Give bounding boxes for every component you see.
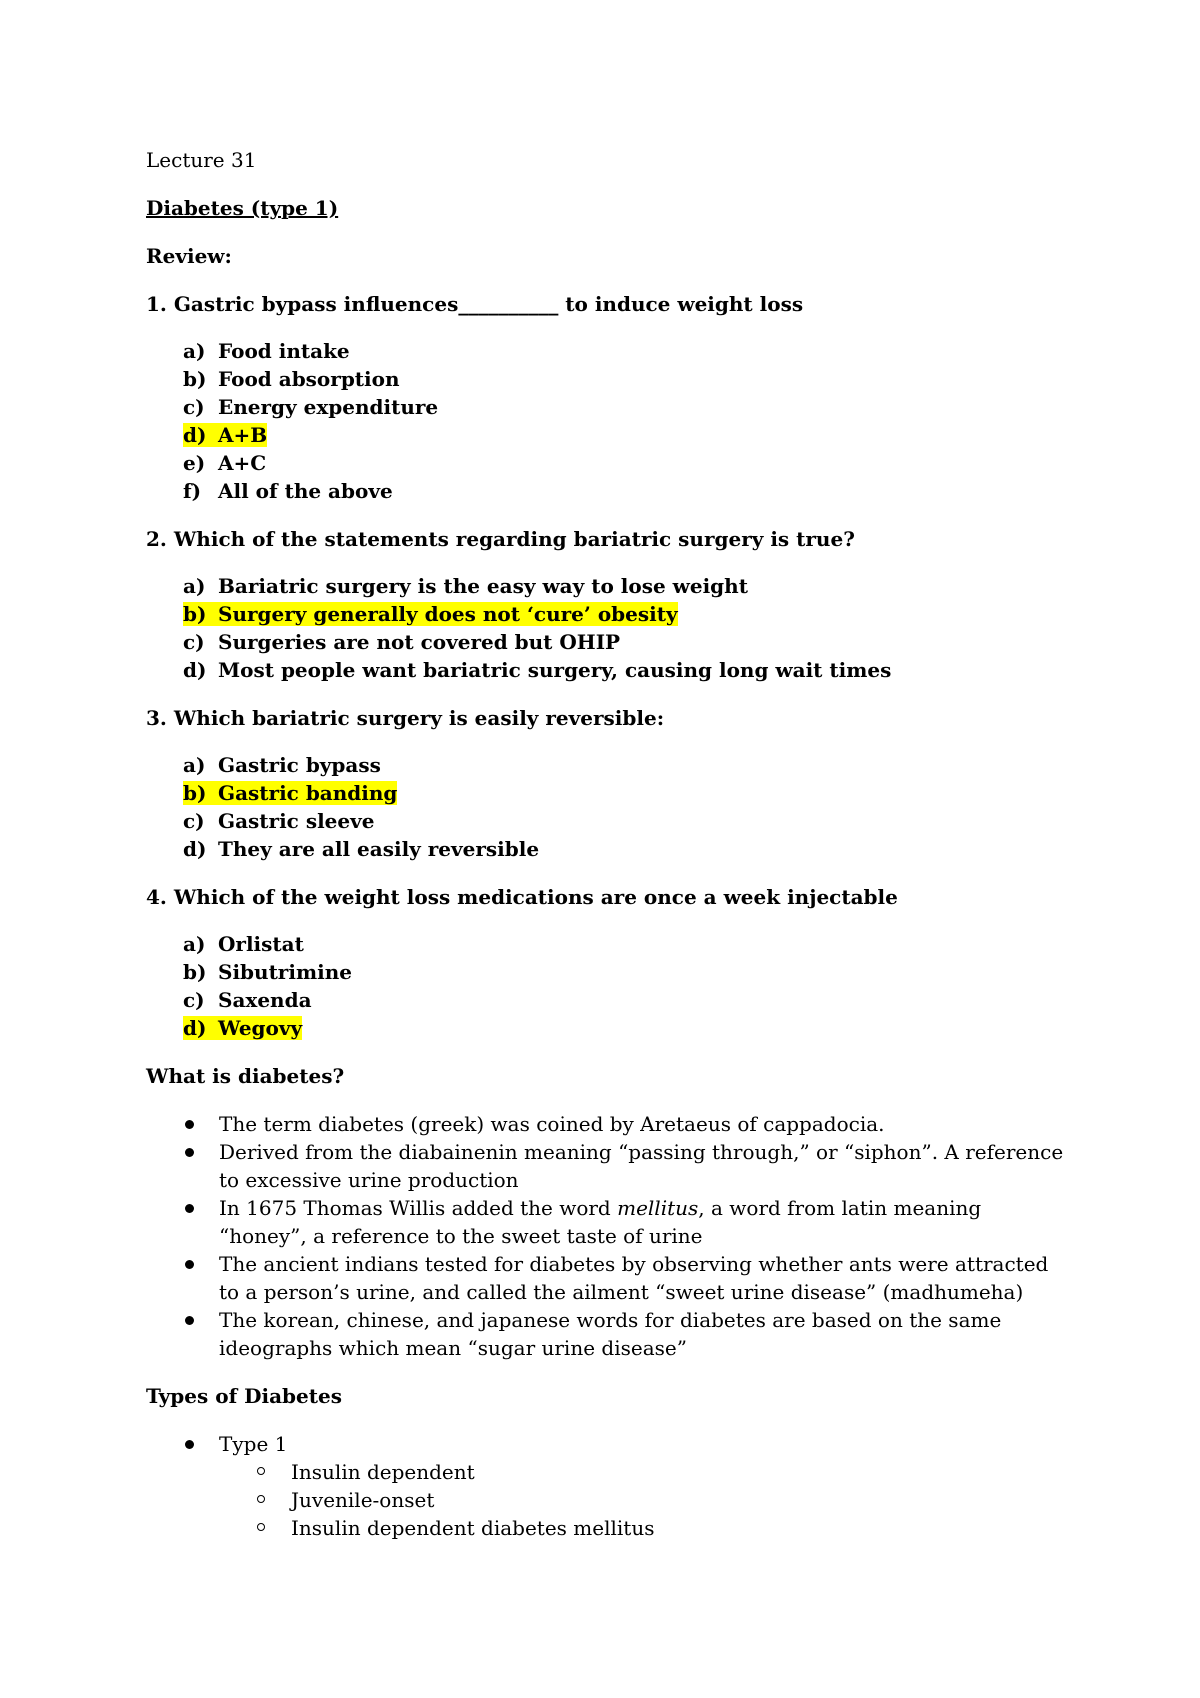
answer-option-correct <box>183 421 1066 449</box>
answer-option <box>183 958 1066 986</box>
bullet-icon <box>185 1204 194 1213</box>
highlighted-answer: b) Surgery generally does not ‘cure’ obesity <box>183 602 678 626</box>
bullet-icon <box>185 1260 194 1269</box>
sub-list-item: Juvenile-onset <box>255 1486 1066 1514</box>
list-item: In 1675 Thomas Willis added the word mellitus, a word from latin meaning “honey”, a reference to the sweet taste of urine <box>183 1194 1066 1250</box>
option-label: a) Gastric bypass <box>183 753 381 777</box>
option-label: f) All of the above <box>183 479 393 503</box>
italic-term: mellitus <box>617 1196 699 1220</box>
question-3: 3. Which bariatric surgery is easily reversible: <box>146 706 665 730</box>
answer-option-correct <box>183 779 1066 807</box>
option-label: b) Food absorption <box>183 367 400 391</box>
option-label: c) Surgeries are not covered but OHIP <box>183 630 621 654</box>
option-label: d) Most people want bariatric surgery, causing long wait times <box>183 658 892 682</box>
question-3-options <box>146 751 1066 863</box>
list-item: Type 1 Insulin dependent Juvenile-onset Insulin dependent diabetes mellitus <box>183 1430 1066 1542</box>
answer-option <box>183 337 1066 365</box>
list-item: The term diabetes (greek) was coined by Aretaeus of cappadocia. <box>183 1110 1066 1138</box>
option-label: c) Energy expenditure <box>183 395 439 419</box>
option-label: a) Bariatric surgery is the easy way to lose weight <box>183 574 748 598</box>
hollow-bullet-icon <box>257 1467 265 1475</box>
highlighted-answer: b) Gastric banding <box>183 781 398 805</box>
bullet-icon <box>185 1316 194 1325</box>
lecture-title: Lecture 31 <box>146 148 257 172</box>
answer-option <box>183 449 1066 477</box>
types-of-diabetes-list <box>146 1430 1066 1542</box>
answer-option <box>183 365 1066 393</box>
list-item: The korean, chinese, and japanese words for diabetes are based on the same ideographs which mean “sugar urine disease” <box>183 1306 1066 1362</box>
answer-option-correct <box>183 600 1066 628</box>
option-label: c) Saxenda <box>183 988 312 1012</box>
question-2: 2. Which of the statements regarding bariatric surgery is true? <box>146 527 855 551</box>
highlighted-answer: d) Wegovy <box>183 1016 303 1040</box>
option-label: e) A+C <box>183 451 267 475</box>
answer-option <box>183 751 1066 779</box>
answer-option <box>183 477 1066 505</box>
answer-option <box>183 930 1066 958</box>
question-2-options <box>146 572 1066 684</box>
hollow-bullet-icon <box>257 1495 265 1503</box>
topic-heading: Diabetes (type 1) <box>146 196 339 220</box>
answer-option-correct <box>183 1014 1066 1042</box>
option-label: a) Food intake <box>183 339 350 363</box>
option-label: a) Orlistat <box>183 932 304 956</box>
highlighted-answer: d) A+B <box>183 423 268 447</box>
what-is-diabetes-list <box>146 1110 1066 1362</box>
answer-option <box>183 572 1066 600</box>
list-item: Derived from the diabainenin meaning “passing through,” or “siphon”. A reference to excessive urine production <box>183 1138 1066 1194</box>
types-of-diabetes-heading: Types of Diabetes <box>146 1384 342 1408</box>
option-label: b) Sibutrimine <box>183 960 352 984</box>
answer-option <box>183 986 1066 1014</box>
answer-option <box>183 835 1066 863</box>
what-is-diabetes-heading: What is diabetes? <box>146 1064 345 1088</box>
bullet-icon <box>185 1120 194 1129</box>
question-4-options <box>146 930 1066 1042</box>
review-heading: Review: <box>146 244 232 268</box>
document-body <box>146 146 1066 1562</box>
question-1-options <box>146 337 1066 505</box>
question-4: 4. Which of the weight loss medications are once a week injectable <box>146 885 898 909</box>
type-1-sublist <box>219 1458 1066 1542</box>
bullet-icon <box>185 1440 194 1449</box>
answer-option <box>183 393 1066 421</box>
question-1: 1. Gastric bypass influences__________ to induce weight loss <box>146 292 804 316</box>
answer-option <box>183 656 1066 684</box>
sub-list-item: Insulin dependent <box>255 1458 1066 1486</box>
hollow-bullet-icon <box>257 1523 265 1531</box>
bullet-icon <box>185 1148 194 1157</box>
answer-option <box>183 628 1066 656</box>
list-item: The ancient indians tested for diabetes by observing whether ants were attracted to a person’s urine, and called the ailment “sweet urine disease” (madhumeha) <box>183 1250 1066 1306</box>
answer-option <box>183 807 1066 835</box>
option-label: d) They are all easily reversible <box>183 837 540 861</box>
option-label: c) Gastric sleeve <box>183 809 375 833</box>
sub-list-item: Insulin dependent diabetes mellitus <box>255 1514 1066 1542</box>
